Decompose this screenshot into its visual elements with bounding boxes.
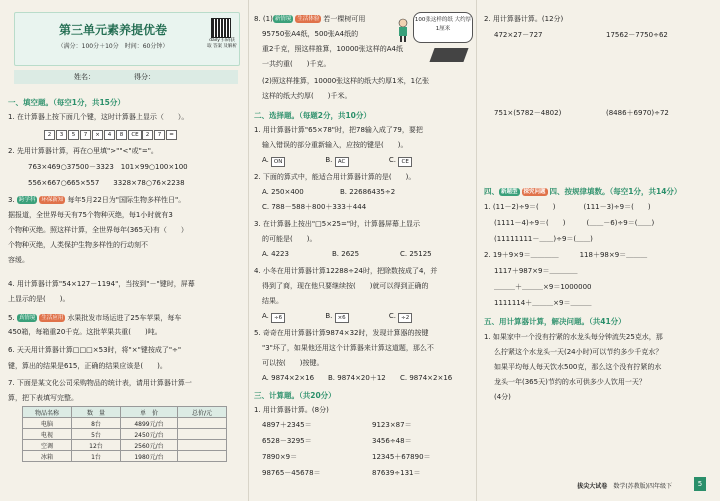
q7-line2: 算，把下表填写完整。	[8, 394, 78, 402]
cell: 12台	[72, 440, 121, 451]
s2-q1-line1: 1. 用计算器计算"65×78"时，把78输入成了79，要把	[254, 126, 423, 134]
calc-item: 6528－3295＝	[262, 437, 312, 445]
key: 2	[142, 130, 153, 140]
key-ce: CE	[398, 157, 412, 167]
name-score-bar	[14, 70, 238, 84]
q8-line4: 一共约重( )千克。	[262, 60, 331, 68]
calc-item: 98765－45678＝	[262, 469, 321, 477]
option-label: C.	[388, 312, 396, 320]
option-label: B.	[325, 312, 333, 320]
s2-q4-line2: 得到了商，现在他只要继续按( )就可以得到正确的	[262, 282, 429, 290]
s2-q5-line1: 5. 奇奇在用计算器计算9874×32时，发现计算器的按键	[254, 329, 429, 337]
q3-line3: 个物种灭绝。照这样计算，全世界每年(365天)有（ ）	[8, 226, 188, 234]
q6-line1: 6. 天天用计算器计算□□□×53时，将"×"键按成了"÷"	[8, 346, 182, 354]
calc-item: 4897＋2345＝	[262, 421, 312, 429]
s4-tag2: 探究问题	[523, 189, 546, 195]
s2-q5-opt-b: B. 9874×20＋12	[328, 374, 386, 382]
calc-item: (8486＋6970)÷72	[606, 109, 669, 117]
cell: 电视	[23, 429, 72, 440]
table-row	[23, 440, 227, 451]
calc-item: 7890×9＝	[262, 453, 298, 461]
key: 4	[104, 130, 115, 140]
calc-item: 12345＋67890＝	[372, 453, 431, 461]
s2-q4-line1: 4. 小冬在用计算器计算12288÷24时，把除数按成了4，并	[254, 267, 438, 275]
s2-q1-line2: 输入错误的部分重新输入，应按的键是( )。	[262, 141, 408, 149]
s5-q1-line: 龙头一年(365天)节约的水可供多少人饮用一天？	[494, 378, 646, 386]
q3-tag: 跨学科	[18, 197, 36, 203]
key: 7	[154, 130, 165, 140]
s2-q5-line2: "3"坏了，如果他还用这个计算器来计算这道题，那么不	[262, 344, 434, 352]
q8-line3: 重2千克，照这样推算，10000张这样的A4纸	[262, 45, 403, 53]
calc-item: 87639÷131＝	[372, 469, 421, 477]
s2-q3-opt-c: C. 25125	[400, 250, 432, 258]
q4-line2: 上显示的是( )。	[8, 295, 70, 303]
footer-brand: 拔尖大试卷	[577, 483, 608, 490]
col-header: 物品名称	[23, 407, 72, 418]
s4-tag: 新题型	[501, 189, 518, 195]
key-ac: AC	[335, 157, 349, 167]
title-banner	[14, 12, 240, 66]
cell: 2560元/台	[121, 440, 178, 451]
page-title: 第三单元素养提优卷	[58, 23, 167, 37]
cell: 1980元/台	[121, 451, 178, 462]
q2-row2: 556×667○665×557 3328×78○76×2238	[28, 179, 185, 187]
section-5-title: 五、用计算器计算，解决问题。（共41分）	[484, 317, 626, 326]
s2-q3-opt-b: B. 2625	[332, 250, 360, 258]
q5-tag2: 生活应用	[41, 315, 64, 321]
score-label: 得分：	[134, 73, 155, 81]
page-subtitle: （满分：100分＋10分 时间：60分钟）	[57, 43, 169, 50]
section-3-title: 三、计算题。（共20分）	[254, 391, 336, 400]
s3-q1: 1. 用计算器计算。(8分)	[254, 406, 329, 414]
table-row	[23, 451, 227, 462]
key: =	[166, 130, 177, 140]
key: 7	[80, 130, 91, 140]
key: 8	[116, 130, 127, 140]
table-row	[23, 429, 227, 440]
q7-line1: 7. 下面是某文化公司采购物品的统计表，请用计算器计算一	[8, 379, 192, 387]
calc-item: 751×(5782－4802)	[494, 109, 562, 117]
q2-row1: 763×469○37500－3323 101×99○100×100	[28, 163, 188, 171]
name-label: 姓名：	[74, 73, 95, 81]
key: 2	[44, 130, 55, 140]
q3-text: 每年5月22日为"国际生物多样性日"。	[67, 196, 186, 204]
s5-q1-line: (4分)	[494, 393, 511, 401]
q3-tag2: 环保新知	[41, 197, 64, 203]
s2-q2: 2. 下面的算式中，能适合用计算器计算的是( )。	[254, 173, 416, 181]
cell[interactable]	[178, 429, 227, 440]
cell: 1台	[72, 451, 121, 462]
cell[interactable]	[178, 418, 227, 429]
q2-text: 2. 先用计算器计算，再在○里填">""<"或"="。	[8, 147, 158, 155]
q8-2-line2: 这样的纸大约厚( )千米。	[262, 92, 352, 100]
s3-q2: 2. 用计算器计算。(12分)	[484, 15, 564, 23]
column-divider	[248, 0, 249, 501]
calc-item: 472×27－727	[494, 31, 543, 39]
q3-line4: 个物种灭绝，人类保护生物多样性的行动刻不	[8, 241, 148, 249]
s2-q5-opt-a: A. 9874×2×16	[262, 374, 315, 382]
table-row	[23, 418, 227, 429]
q8-line2: 95750张A4纸，500张A4纸的	[262, 30, 359, 38]
s2-q2-opt-b: B. 22686435÷2	[340, 188, 396, 196]
cell: 5台	[72, 429, 121, 440]
key: 5	[68, 130, 79, 140]
s5-q1-line: 1. 如果家中一个没有拧紧的水龙头每分钟流失25克水，那	[484, 333, 663, 341]
col-header: 数 量	[72, 407, 121, 418]
s2-q4-options	[262, 311, 412, 323]
q8-2-line1: (2)照这样推算，10000张这样的纸大约厚1米，1亿张	[262, 77, 430, 85]
speech-bubble: 100张这样的纸 大约厚1厘米	[413, 12, 473, 43]
s2-q3-line1: 3. 在计算器上按出"□5×25="时，计算器屏幕上显示	[254, 220, 421, 228]
s2-q2-opt-a: A. 250×400	[262, 188, 304, 196]
column-divider	[476, 0, 477, 501]
q1-text: 1. 在计算器上按下面几个键，这时计算器上显示（ ）。	[8, 113, 189, 121]
q6-line2: 键，算出的结果是615，正确的结果应该是( )。	[8, 362, 167, 370]
pattern-row: ＿＿＿＋＿＿＿×9＝1000000	[494, 283, 592, 291]
col-header: 单 价	[121, 407, 178, 418]
cell[interactable]	[178, 440, 227, 451]
key: CE	[128, 130, 142, 140]
cell: 冰箱	[23, 451, 72, 462]
pattern-row: 1111114＋＿＿＿×9＝＿＿＿	[494, 299, 592, 307]
cell: 4899元/台	[121, 418, 178, 429]
q5-tag: 真情境	[18, 315, 36, 321]
option-label: B.	[325, 156, 333, 164]
footer-meta: 数学(苏教版)四年级下	[613, 483, 672, 490]
cell: 8台	[72, 418, 121, 429]
q3-line5: 容缓。	[8, 256, 29, 264]
q5-line2: 450箱，每箱重20千克。这批苹果共重( )吨。	[8, 328, 162, 336]
section-4-title: 四、 新题型 探究问题 四、按规律填数。（每空1分，共14分）	[484, 187, 682, 196]
s5-q1-line: 么拧紧这个水龙头一天(24小时)可以节约多少千克水？	[494, 348, 663, 356]
page-number: 5	[694, 477, 706, 491]
table-header-row	[23, 407, 227, 418]
key: ×6	[335, 313, 349, 323]
q8-tag: 新情境	[274, 16, 292, 22]
q5-line1: 5. 真情境 生活应用 水果批发市场运进了25车苹果，每车	[8, 314, 182, 322]
cell: 2450元/台	[121, 429, 178, 440]
qr-caption: daily 扫码获取 答案 及解析	[207, 38, 237, 49]
purchase-table	[22, 406, 227, 462]
s2-q2-opt-c: C. 788－588＋800＋333＋444	[262, 203, 367, 211]
q8-tag2: 生活体验	[297, 16, 320, 22]
pattern-row: 2. 19＋9×9＝＿＿＿＿ 118＋98×9＝＿＿＿	[484, 251, 648, 259]
calc-item: 9123×87＝	[372, 421, 412, 429]
key: ×	[92, 130, 103, 140]
q5-text: 水果批发市场运进了25车苹果，每车	[67, 314, 182, 322]
q8-line1: 8. (1) 新情境 生活体验 若一棵树可用	[254, 15, 366, 23]
q4-line1: 4. 用计算器计算"54×127－1194"，当按到"－"键时，屏幕	[8, 280, 195, 288]
key: ÷2	[398, 313, 412, 323]
option-label: A.	[262, 312, 269, 320]
col-header: 总价/元	[178, 407, 227, 418]
key: 3	[56, 130, 67, 140]
option-label: C.	[388, 156, 396, 164]
section-2-title: 二、选择题。（每题2分，共10分）	[254, 111, 371, 120]
option-label: A.	[262, 156, 269, 164]
key: ÷6	[271, 313, 285, 323]
qr-code-icon	[211, 18, 231, 38]
section-1-title: 一、填空题。（每空1分，共15分）	[8, 98, 125, 107]
s2-q1-options	[262, 155, 412, 167]
pattern-row: 1. (11－2)÷9＝( ) (111－3)÷9＝( )	[484, 203, 651, 211]
calc-item: 3456÷48＝	[372, 437, 412, 445]
calc-item: 17562－7750÷62	[606, 31, 668, 39]
s2-q3-line2: 的可能是( )。	[262, 235, 317, 243]
q3-line1: 3. 跨学科 环保新知 每年5月22日为"国际生物多样性日"。	[8, 196, 186, 204]
paper-stack-icon	[429, 48, 468, 62]
pattern-row: (1111－4)÷9＝( ) (＿＿－6)÷9＝(＿＿)	[494, 219, 655, 227]
s2-q5-line3: 可以按( )按键。	[262, 359, 324, 367]
s2-q4-line3: 结果。	[262, 297, 283, 305]
q1-keys	[44, 128, 178, 140]
pattern-row: (11111111－＿＿)÷9＝(＿＿)	[494, 235, 593, 243]
s2-q5-opt-c: C. 9874×2×16	[400, 374, 453, 382]
cell: 空调	[23, 440, 72, 451]
q3-line2: 据报道，全世界每天有75个物种灭绝，每1小时就有3	[8, 211, 173, 219]
footer	[577, 481, 672, 490]
cell[interactable]	[178, 451, 227, 462]
s4-title-text: 四、按规律填数。（每空1分，共14分）	[549, 187, 682, 196]
key-on: ON	[271, 157, 285, 167]
pattern-row: 1117＋987×9＝＿＿＿＿	[494, 267, 578, 275]
cell: 电脑	[23, 418, 72, 429]
child-figure-icon	[396, 18, 410, 42]
s2-q3-opt-a: A. 4223	[262, 250, 289, 258]
q8-text: 若一棵树可用	[323, 15, 366, 23]
s5-q1-line: 如果平均每人每天饮水500克，那么这个没有拧紧的水	[494, 363, 662, 371]
